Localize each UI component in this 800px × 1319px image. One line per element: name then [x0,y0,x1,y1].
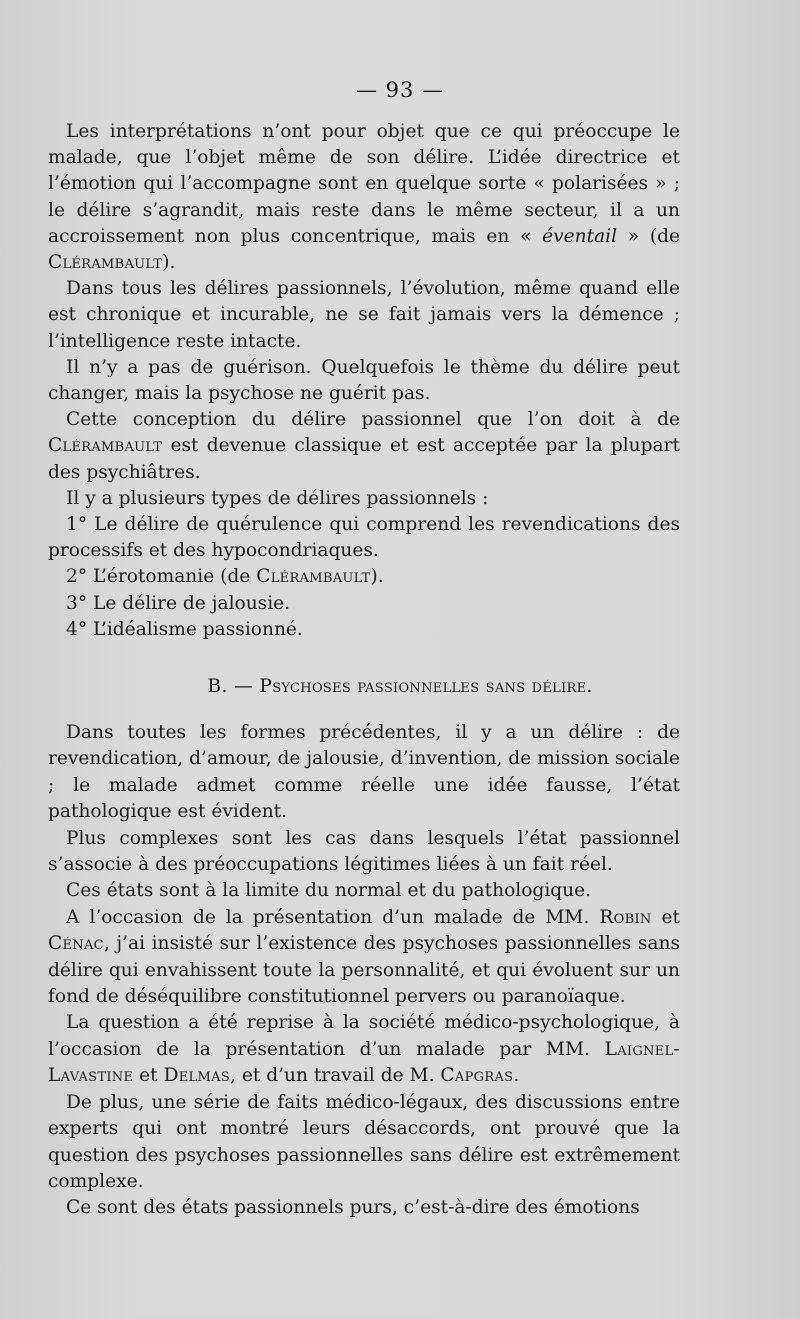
list-item: 4° L’idéalisme passionné. [66,618,303,640]
author-name: Delmas [163,1065,230,1087]
author-name: Clérambault [256,566,371,588]
paragraph: A l’occasion de la présentation d’un malade de MM. Robin et Cénac, j’ai insisté sur l’existence des psychoses passionnelles sans délire qui envahissent toute la personnalité, et qui évoluent sur un fond de déséquilibre constitutionnel pervers ou paranoïaque. [48,906,680,1008]
bottom-text-block [48,720,680,1222]
paragraph: Il n’y a pas de guérison. Quelquefois le thème du délire peut changer, mais la psychose ne guérit pas. [48,356,680,405]
paragraph: Plus complexes sont les cas dans lesquels l’état passionnel s’associe à des préoccupations légitimes liées à un fait réel. [48,827,680,876]
top-text-block [48,119,680,643]
author-name: Capgras [440,1065,514,1087]
paragraph: La question a été reprise à la société médico-psychologique, à l’occasion de la présentation d’un malade par MM. Laignel-Lavastine et Delmas, et d’un travail de M. Capgras. [48,1012,680,1087]
paragraph: Il y a plusieurs types de délires passionnels : [66,487,489,509]
list-item: 3° Le délire de jalousie. [66,592,291,614]
author-name: Robin [599,906,652,928]
list-item: 2° L’érotomanie (de Clérambault). [66,566,384,588]
author-name: Cénac [48,933,104,955]
paragraph: Les interprétations n’ont pour objet que ce qui préoccupe le malade, que l’objet même de son délire. L’idée directrice et l’émotion qui l’accompagne sont en quelque sorte « polarisées » ; le délire s’agrandit, mais reste dans le même secteur, il a un accroissement non plus concentrique, mais en « éventail » (de Clérambault). [48,121,681,274]
paragraph: Ce sont des états passionnels purs, c’est-à-dire des émotions [66,1197,640,1219]
list-item: 1° Le délire de quérulence qui comprend les revendications des processifs et des hypocondriaques. [48,514,680,562]
paragraph: Dans toutes les formes précédentes, il y a un délire : de revendication, d’amour, de jalousie, d’invention, de mission sociale ; le malade admet comme réelle une idée fausse, l’état pathologique est évident. [48,722,680,823]
author-name: Clérambault [48,435,163,457]
page-number: — 93 — [355,78,445,102]
paragraph: Ces états sont à la limite du normal et du pathologique. [66,880,592,902]
author-name: Clérambault [48,252,163,274]
paragraph: Dans tous les délires passionnels, l’évolution, même quand elle est chronique et incurable, ne se fait jamais vers la démence ; l’intelligence reste intacte. [48,278,680,352]
paragraph: Cette conception du délire passionnel que l’on doit à de Clérambault est devenue classique et est acceptée par la plupart des psychiâtres. [48,409,680,483]
italic-term: éventail [542,225,618,247]
paragraph: De plus, une série de faits médico-légaux, des discussions entre experts qui ont montré leurs désaccords, ont prouvé que la question des psychoses passionnelles sans délire est extrêmement complexe. [48,1091,680,1192]
section-heading: B. — Psychoses passionnelles sans délire. [207,676,593,697]
author-name: Laignel-Lavastine [48,1038,680,1087]
